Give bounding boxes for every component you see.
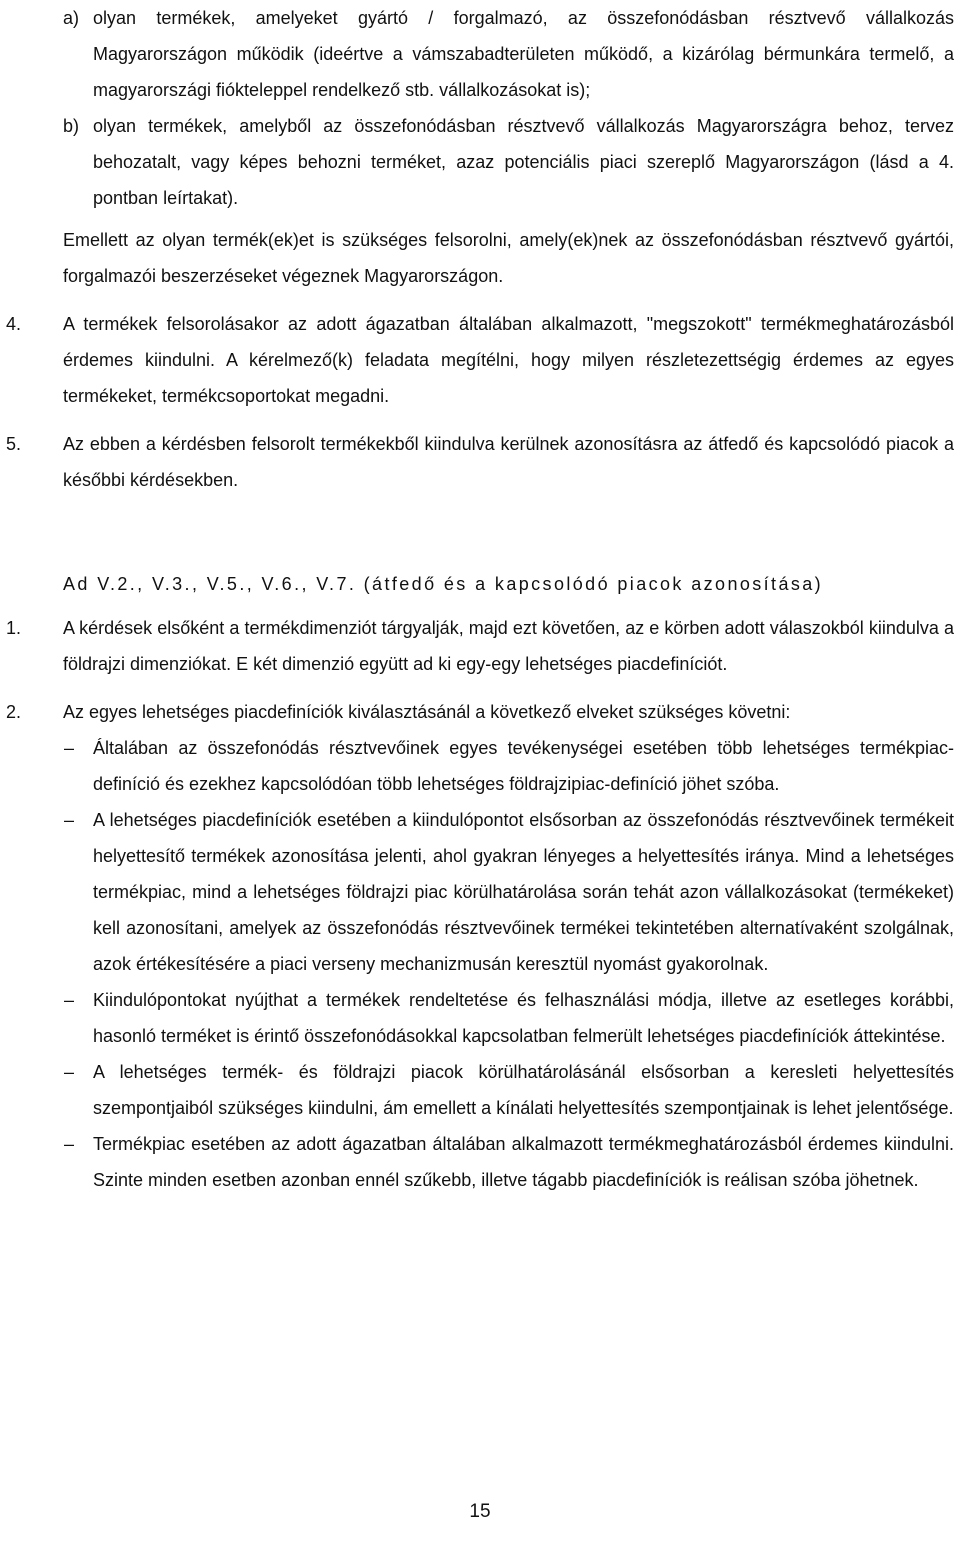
list-item-text: olyan termékek, amelyből az összefonódásban résztvevő vállalkozás Magyarországra behoz, tervez behozatalt, vagy képes behozni terméket, azaz potenciális piaci szereplő Magyarországon (lásd a 4. pontban leírtakat). <box>93 116 954 208</box>
list-item-text: Általában az összefonódás résztvevőinek egyes tevékenységei esetében több lehetséges termékpiac-definíció és ezekhez kapcsolódóan több lehetséges földrajzipiac-definíció jöhet szóba. <box>93 738 954 794</box>
dash-item-3 <box>0 982 960 1054</box>
list-item-text: A lehetséges piacdefiníciók esetében a kiindulópontot elsősorban az összefonódás résztvevőinek termékeit helyettesítő termékek azonosítása jelenti, ahol gyakran lényeges a helyettesítés iránya. Mind a lehetséges termékpiac, mind a lehetséges földrajzi piac körülhatárolása során tehát azon vállalkozásokat (termékeket) kell azonosítani, amelyek az összefonódás résztvevőinek termékei tekintetében alternatívaként szolgálnak, azok értékesítésére a piaci verseny mechanizmusán keresztül nyomást gyakorolnak. <box>93 810 954 974</box>
dash-item-1 <box>0 730 960 802</box>
dash-marker: – <box>64 1062 75 1082</box>
dash-marker: – <box>64 810 75 830</box>
dash-item-5 <box>0 1126 960 1198</box>
dash-marker: – <box>64 1134 75 1154</box>
list-marker: a) <box>63 8 80 28</box>
list-item-text: Kiindulópontokat nyújthat a termékek rendeltetése és felhasználási módja, illetve az esetleges korábbi, hasonló terméket is érintő összefonódásokkal kapcsolatban felmerült lehetséges piacdefiníciók áttekintése. <box>93 990 954 1046</box>
list-marker: 1. <box>6 618 22 638</box>
dash-item-4 <box>0 1054 960 1126</box>
page-number: 15 <box>469 1501 491 1522</box>
list-item-text: Termékpiac esetében az adott ágazatban általában alkalmazott termékmeghatározásból érdemes kiindulni. Szinte minden esetben azonban ennél szűkebb, illetve tágabb piacdefiníciók is reálisan szóba jöhetnek. <box>93 1134 954 1190</box>
dash-marker: – <box>64 738 75 758</box>
list-marker: 5. <box>6 434 22 454</box>
list-item-a <box>0 0 960 108</box>
list-item-text: Az ebben a kérdésben felsorolt termékekből kiindulva kerülnek azonosításra az átfedő és kapcsolódó piacok a későbbi kérdésekben. <box>63 434 954 490</box>
dash-item-2 <box>0 802 960 982</box>
list-item-text: olyan termékek, amelyeket gyártó / forgalmazó, az összefonódásban résztvevő vállalkozás Magyarországon működik (ideértve a vámszabadterületen működő, a kizárólag bérmunkára termelő, a magyarországi fiókteleppel rendelkező stb. vállalkozásokat is); <box>93 8 954 100</box>
numbered-item-5 <box>0 426 960 498</box>
numbered-item-4 <box>0 306 960 414</box>
list-item-text: A lehetséges termék- és földrajzi piacok körülhatárolásánál elsősorban a keresleti helyettesítés szempontjaiból szükséges kiindulni, ám emellett a kínálati helyettesítés szempontjainak is lehet jelentősége. <box>93 1062 954 1118</box>
numbered-item-1 <box>0 610 960 682</box>
list-item-b <box>0 108 960 216</box>
list-item-text: A kérdések elsőként a termékdimenziót tárgyalják, majd ezt követően, az e körben adott válaszokból kiindulva a földrajzi dimenziókat. E két dimenzió együtt ad ki egy-egy lehetséges piacdefiníciót. <box>63 618 954 674</box>
list-marker: 4. <box>6 314 22 334</box>
paragraph-emellett: Emellett az olyan termék(ek)et is szükséges felsorolni, amely(ek)nek az összefonódásban résztvevő gyártói, forgalmazói beszerzéseket végeznek Magyarországon. <box>63 230 954 286</box>
list-item-text: A termékek felsorolásakor az adott ágazatban általában alkalmazott, "megszokott" termékmeghatározásból érdemes kiindulni. A kérelmező(k) feladata megítélni, hogy milyen részletezettségig érdemes az egyes termékeket, termékcsoportokat megadni. <box>63 314 954 406</box>
numbered-item-2 <box>0 694 960 730</box>
list-item-text: Az egyes lehetséges piacdefiníciók kiválasztásánál a következő elveket szükséges követni: <box>63 702 791 722</box>
list-marker: 2. <box>6 702 22 722</box>
list-marker: b) <box>63 116 80 136</box>
dash-marker: – <box>64 990 75 1010</box>
section-heading: Ad V.2., V.3., V.5., V.6., V.7. (átfedő és a kapcsolódó piacok azonosítása) <box>63 574 824 594</box>
